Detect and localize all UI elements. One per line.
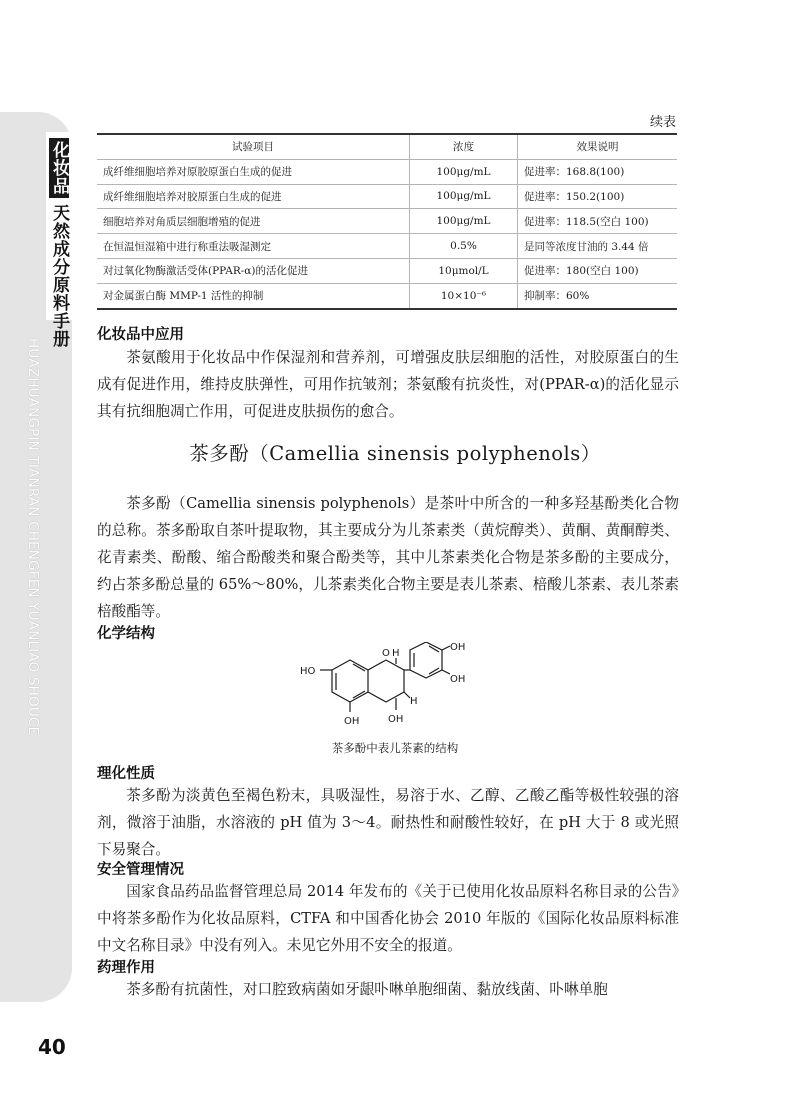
table-row (97, 184, 677, 209)
oh-label-b2: OH (450, 674, 466, 685)
cell-concentration: 100μg/mL (410, 209, 518, 234)
cell-effect: 是同等浓度甘油的 3.44 倍 (518, 234, 678, 259)
table-row (97, 209, 677, 234)
table-row (97, 234, 677, 259)
paragraph-cosmetic-use: 茶氨酸用于化妆品中作保湿剂和营养剂，可增强皮肤层细胞的活性，对胶原蛋白的生成有促进作用，维持皮肤弹性，可用作抗皱剂；茶氨酸有抗炎性，对(PPAR-α)的活化显示其有抗细胞凋亡作用，可促进皮肤损伤的愈合。 (97, 349, 679, 420)
cell-effect: 促进率：118.5(空白 100) (518, 209, 678, 234)
paragraph-pharma: 茶多酚有抗菌性，对口腔致病菌如牙龈卟啉单胞细菌、黏放线菌、卟啉单胞 (126, 981, 608, 998)
oh-label-b1: OH (450, 642, 466, 653)
table-row (97, 283, 677, 308)
cell-concentration: 10×10⁻⁶ (410, 283, 518, 308)
oh-label-c: OH (388, 714, 404, 725)
side-title-part2: 天然成分原料手册 (49, 204, 69, 348)
cell-concentration: 0.5% (410, 234, 518, 259)
cell-effect: 抑制率：60% (518, 283, 678, 308)
paragraph-safety: 国家食品药品监督管理总局 2014 年发布的《关于已使用化妆品原料名称目录的公告》中将茶多酚作为化妆品原料，CTFA 和中国香化协会 2010 年版的《国际化妆品原料标准中文名称目录》中没有列入。未见它外用不安全的报道。 (97, 883, 679, 954)
heading-physchem: 理化性质 (97, 766, 155, 782)
paragraph-physchem: 茶多酚为淡黄色至褐色粉末，具吸湿性，易溶于水、乙醇、乙酸乙酯等极性较强的溶剂，微溶于油脂，水溶液的 pH 值为 3～4。耐热性和耐酸性较好，在 pH 大于 8 或光照下易聚合。 (97, 787, 679, 858)
cell-test-item: 成纤维细胞培养对胶原蛋白生成的促进 (97, 184, 410, 209)
table-row (97, 258, 677, 283)
col-test-item: 试验项目 (97, 134, 410, 159)
h-label-top: H (392, 648, 400, 659)
side-pinyin: HUAZHUANGPIN TIANRAN CHENGFEN YUANLIAO SHOUCE (25, 338, 41, 736)
cell-test-item: 对过氧化物酶激活受体(PPAR-α)的活化促进 (97, 258, 410, 283)
side-title-part1: 化妆品 (49, 138, 69, 198)
section-title: 茶多酚（Camellia sinensis polyphenols） (189, 442, 601, 465)
cell-effect: 促进率：150.2(100) (518, 184, 678, 209)
epicatechin-structure (300, 642, 480, 732)
ring-a (332, 660, 368, 702)
cell-test-item: 成纤维细胞培养对原胶原蛋白生成的促进 (97, 159, 410, 184)
cell-effect: 促进率：168.8(100) (518, 159, 678, 184)
continued-label: 续表 (649, 115, 676, 130)
cell-concentration: 100μg/mL (410, 184, 518, 209)
heading-safety: 安全管理情况 (97, 862, 184, 878)
col-effect: 效果说明 (518, 134, 678, 159)
o-label: O (382, 648, 390, 659)
ring-c (368, 660, 404, 702)
ho-label: HO (300, 666, 316, 677)
cell-concentration: 100μg/mL (410, 159, 518, 184)
heading-structure: 化学结构 (97, 626, 155, 642)
page-number: 40 (38, 1035, 66, 1059)
h-label-bottom: H (410, 696, 418, 707)
side-book-title (47, 138, 71, 348)
cell-test-item: 对金属蛋白酶 MMP-1 活性的抑制 (97, 283, 410, 308)
col-concentration: 浓度 (410, 134, 518, 159)
paragraph-intro: 茶多酚（Camellia sinensis polyphenols）是茶叶中所含的一种多羟基酚类化合物的总称。茶多酚取自茶叶提取物，其主要成分为儿茶素类（黄烷醇类）、黄酮、黄酮醇类、花青素类、酚酸、缩合酚酸类和聚合酚类等，其中儿茶素类化合物是茶多酚的主要成分，约占茶多酚总量的 65%～80%，儿茶素类化合物主要是表儿茶素、棓酸儿茶素、表儿茶素棓酸酯等。 (97, 495, 679, 620)
table-row (97, 159, 677, 184)
heading-cosmetic-use: 化妆品中应用 (97, 327, 184, 343)
cell-effect: 促进率：180(空白 100) (518, 258, 678, 283)
cell-concentration: 10μmol/L (410, 258, 518, 283)
figure-caption: 茶多酚中表儿茶素的结构 (331, 741, 459, 755)
test-results-table (97, 133, 677, 310)
ring-b (410, 642, 442, 678)
oh-label-a: OH (344, 716, 360, 727)
heading-pharma: 药理作用 (97, 960, 155, 976)
cell-test-item: 细胞培养对角质层细胞增殖的促进 (97, 209, 410, 234)
table-header-row (97, 134, 677, 159)
cell-test-item: 在恒温恒湿箱中进行称重法吸湿测定 (97, 234, 410, 259)
